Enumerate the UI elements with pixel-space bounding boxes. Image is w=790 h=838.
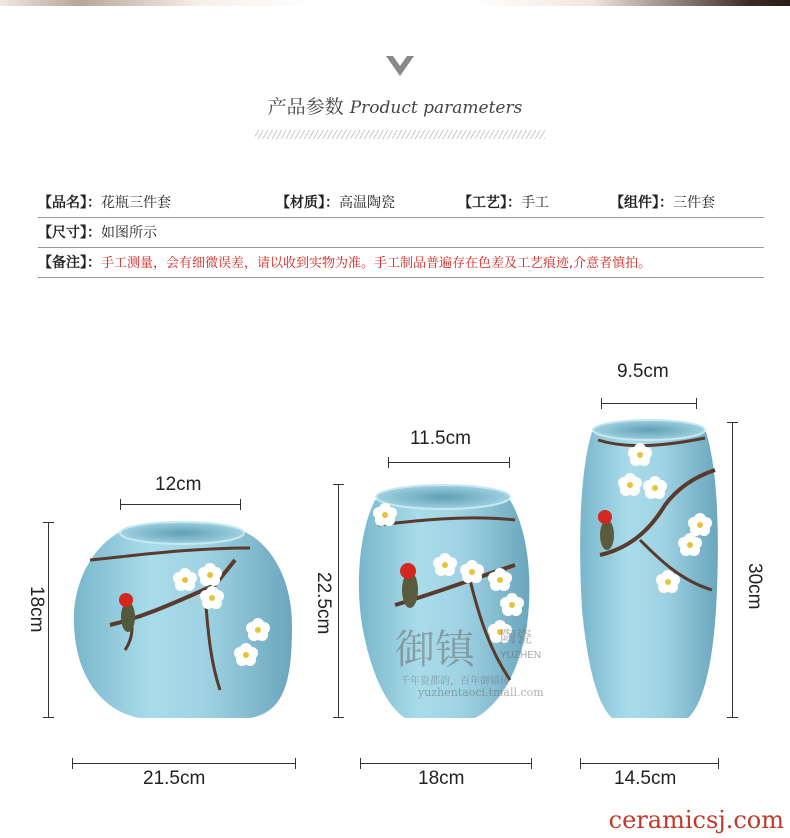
middle-vase-height: 22.5cm <box>313 572 334 635</box>
left-vase-base-dimension-line <box>72 763 296 764</box>
watermark-shop-url: yuzhentaoci.tmall.com <box>418 686 544 699</box>
param-value: 手工 <box>521 195 549 211</box>
watermark-slogan: 千年瓷都韵，百年御镇传 <box>400 676 510 687</box>
param-value: 如图所示 <box>101 225 157 241</box>
left-vase-height-line <box>48 522 49 718</box>
vase-set-illustration <box>0 300 790 838</box>
site-watermark: ceramicsj.com <box>608 806 784 834</box>
right-vase-height: 30cm <box>744 563 765 610</box>
param-row-1 <box>38 189 764 218</box>
param-label: 【组件】： <box>610 195 673 211</box>
watermark-brand-small: 陶瓷 <box>500 627 533 646</box>
param-row-3 <box>38 249 764 278</box>
middle-vase-top-dimension-line <box>388 462 510 463</box>
middle-vase-height-line <box>338 484 339 718</box>
left-vase <box>74 522 292 718</box>
left-vase-top-width: 12cm <box>155 474 202 495</box>
title-decoration <box>255 130 545 139</box>
watermark-brand-en: YUZHEN <box>500 650 542 661</box>
chevron-notch <box>393 56 407 66</box>
param-label: 【尺寸】： <box>38 225 101 241</box>
middle-vase-base-width: 18cm <box>418 768 465 789</box>
middle-vase-base-dimension-line <box>360 763 532 764</box>
right-vase-top-width: 9.5cm <box>617 361 669 382</box>
section-title <box>0 92 790 119</box>
remark-note: 手工测量，会有细微误差，请以收到实物为准。手工制品普遍存在色差及工艺痕迹,介意者慎拍。 <box>101 256 652 271</box>
left-vase-height: 18cm <box>26 586 47 633</box>
param-row-2 <box>38 219 764 248</box>
top-banner-strip <box>0 0 790 6</box>
middle-vase-top-width: 11.5cm <box>410 428 471 449</box>
section-title-en: Product parameters <box>349 98 523 118</box>
left-vase-base-width: 21.5cm <box>143 768 206 789</box>
param-value: 三件套 <box>673 195 715 211</box>
right-vase-base-width: 14.5cm <box>614 768 677 789</box>
section-title-cn: 产品参数 <box>267 96 344 118</box>
right-vase-top-dimension-line <box>601 403 697 404</box>
right-vase-height-line <box>732 422 733 718</box>
param-label: 【品名】： <box>38 195 101 211</box>
param-label: 【备注】： <box>38 255 101 271</box>
right-vase-base-dimension-line <box>580 763 719 764</box>
param-value: 高温陶瓷 <box>339 195 395 211</box>
left-vase-top-dimension-line <box>120 504 241 505</box>
right-vase <box>580 420 718 718</box>
param-label: 【材质】： <box>276 195 339 211</box>
watermark-brand: 御镇 <box>395 627 475 673</box>
param-value: 花瓶三件套 <box>101 195 171 211</box>
param-label: 【工艺】： <box>458 195 521 211</box>
